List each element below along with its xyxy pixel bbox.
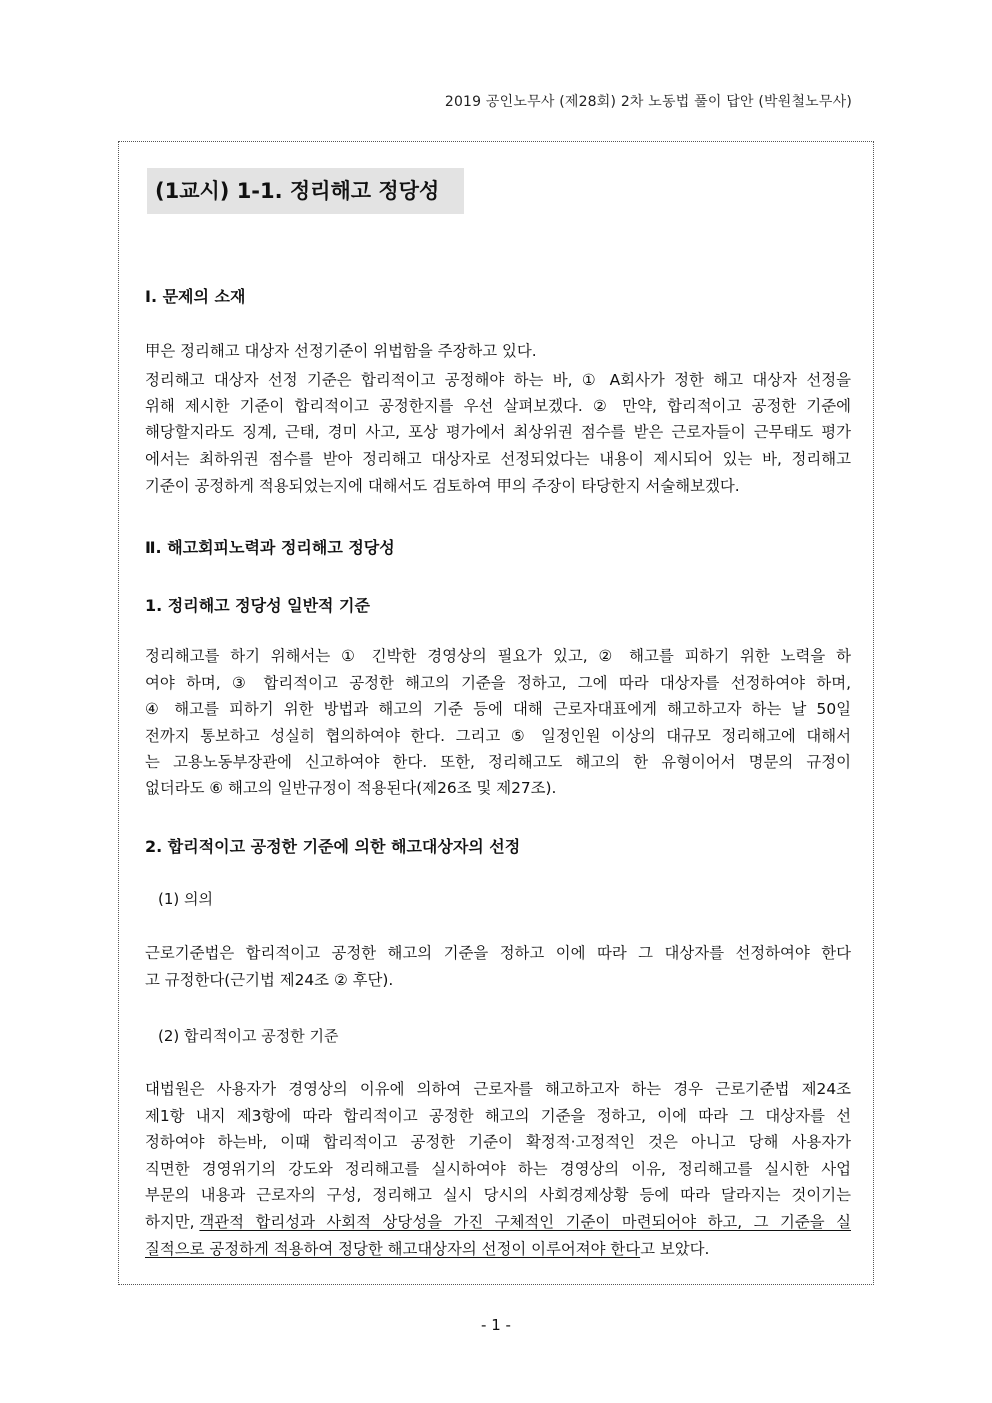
paragraph-line: 는 고용노동부장관에 신고하여야 한다. 또한, 정리해고도 해고의 한 유형이어서 명문의 규정이 (145, 753, 851, 771)
document-header: 2019 공인노무사 (제28회) 2차 노동법 풀이 답안 (박원철노무사) (444, 94, 852, 110)
paragraph-line: ④ 해고를 피하기 위한 방법과 해고의 기준 등에 대해 근로자대표에게 해고하고자 하는 날 50일 (145, 700, 851, 718)
underlined-text: 객관적 합리성과 사회적 상당성을 가진 구체적인 기준이 마련되어야 하고, 그 기준을 실 (199, 1213, 851, 1231)
section-2-heading: Ⅱ. 해고회피노력과 정리해고 정당성 (145, 538, 395, 557)
paragraph-line-underlined (145, 1212, 851, 1232)
paragraph-line: 기준이 공정하게 적용되었는지에 대해서도 검토하여 甲의 주장이 타당한지 서술해보겠다. (145, 477, 740, 495)
section-2-1-heading: 1. 정리해고 정당성 일반적 기준 (145, 596, 370, 615)
paragraph-line: 대법원은 사용자가 경영상의 이유에 의하여 근로자를 해고하고자 하는 경우 근로기준법 제24조 (145, 1080, 851, 1098)
paragraph-line: 없더라도 ⑥ 해고의 일반규정이 적용된다(제26조 및 제27조). (145, 779, 557, 797)
line-prefix: 하지만, (145, 1213, 200, 1231)
line-suffix: 고 보았다. (640, 1240, 710, 1258)
paragraph-line: 정리해고를 하기 위해서는 ① 긴박한 경영상의 필요가 있고, ② 해고를 피하기 위한 노력을 하 (145, 647, 851, 665)
paragraph-line: 근로기준법은 합리적이고 공정한 해고의 기준을 정하고 이에 따라 그 대상자를 선정하여야 한다 (145, 944, 851, 962)
paragraph-line: 부문의 내용과 근로자의 구성, 정리해고 실시 당시의 사회경제상황 등에 따라 달라지는 것이기는 (145, 1186, 851, 1204)
paragraph-line: 고 규정한다(근기법 제24조 ② 후단). (145, 971, 394, 989)
underlined-text: 질적으로 공정하게 적용하여 정당한 해고대상자의 선정이 이루어져야 한다 (145, 1240, 641, 1258)
paragraph-line: 직면한 경영위기의 강도와 정리해고를 실시하여야 하는 경영상의 이유, 정리해고를 실시한 사업 (145, 1160, 851, 1178)
paragraph-line: 여야 하며, ③ 합리적이고 공정한 해고의 기준을 정하고, 그에 따라 대상자를 선정하여야 하며, (145, 674, 851, 692)
page-number: - 1 - (481, 1316, 511, 1334)
paragraph-line: 甲은 정리해고 대상자 선정기준이 위법함을 주장하고 있다. (145, 342, 537, 360)
paragraph-line: 전까지 통보하고 성실히 협의하여야 한다. 그리고 ⑤ 일정인원 이상의 대규모 정리해고에 대해서 (145, 727, 851, 745)
page-title: (1교시) 1-1. 정리해고 정당성 (155, 179, 440, 203)
section-1-heading: Ⅰ. 문제의 소재 (145, 287, 246, 306)
paragraph-line: 정리해고 대상자 선정 기준은 합리적이고 공정해야 하는 바, ① A회사가 정한 해고 대상자 선정을 (145, 371, 851, 389)
paragraph-line: 해당할지라도 징계, 근태, 경미 사고, 포상 평가에서 최상위권 점수를 받은 근로자들이 근무태도 평가 (145, 423, 851, 441)
subsection-heading: (2) 합리적이고 공정한 기준 (158, 1027, 339, 1045)
paragraph-line: 에서는 최하위권 점수를 받아 정리해고 대상자로 선정되었다는 내용이 제시되어 있는 바, 정리해고 (145, 450, 851, 468)
paragraph-line-underlined (145, 1239, 851, 1259)
paragraph-line: 위해 제시한 기준이 합리적이고 공정한지를 우선 살펴보겠다. ② 만약, 합리적이고 공정한 기준에 (145, 397, 851, 415)
paragraph-line: 정하여야 하는바, 이때 합리적이고 공정한 기준이 확정적·고정적인 것은 아니고 당해 사용자가 (145, 1133, 851, 1151)
paragraph-line: 제1항 내지 제3항에 따라 합리적이고 공정한 해고의 기준을 정하고, 이에 따라 그 대상자를 선 (145, 1107, 851, 1125)
subsection-heading: (1) 의의 (158, 890, 213, 908)
section-2-2-heading: 2. 합리적이고 공정한 기준에 의한 해고대상자의 선정 (145, 837, 521, 856)
